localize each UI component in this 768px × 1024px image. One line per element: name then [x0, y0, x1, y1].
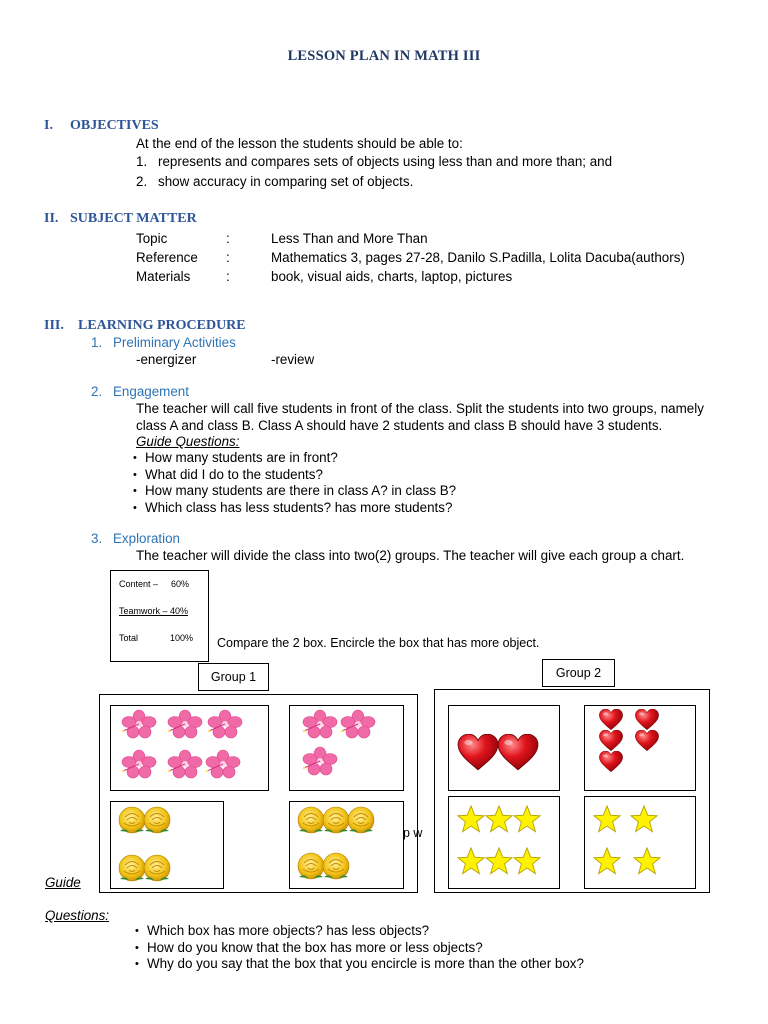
yellow-star-icon	[593, 805, 621, 833]
row-separator: :	[226, 250, 230, 265]
document-title: LESSON PLAN IN MATH III	[287, 48, 481, 64]
preliminary-activity-energizer: -energizer	[136, 352, 197, 367]
paragraph-line: class A and class B. Class A should have 2 students and class B should have 3 students.	[136, 417, 663, 433]
red-heart-icon	[593, 709, 629, 731]
list-item	[136, 152, 612, 172]
guide-questions-label: Guide Questions:	[136, 434, 240, 449]
list-item: • What did I do to the students?	[133, 467, 456, 484]
section-numeral: II.	[44, 211, 59, 226]
hibiscus-flower-icon	[119, 749, 159, 779]
list-item: • How do you know that the box has more or less objects?	[135, 940, 584, 957]
table-row	[136, 229, 685, 248]
heart-box-b[interactable]	[584, 705, 696, 791]
star-box-b[interactable]	[584, 796, 696, 889]
rose-box-a[interactable]	[110, 801, 224, 889]
row-value: book, visual aids, charts, laptop, pictures	[271, 269, 513, 284]
engagement-questions	[133, 450, 456, 516]
section-objectives-heading	[44, 118, 159, 134]
hibiscus-flower-icon	[119, 709, 159, 739]
section-subject-matter-heading	[44, 211, 197, 227]
yellow-rose-icon	[321, 850, 351, 882]
yellow-star-icon	[485, 847, 513, 875]
list-item: • How many students are there in class A? in class B?	[133, 483, 456, 500]
list-item: • Why do you say that the box that you encircle is more than the other box?	[135, 956, 584, 973]
section-learning-procedure-heading	[44, 318, 246, 334]
hibiscus-flower-icon	[338, 709, 378, 739]
subsection-title: Exploration	[113, 531, 180, 546]
table-row	[136, 267, 685, 286]
red-heart-icon	[457, 734, 499, 772]
exploration-paragraph: The teacher will divide the class into two(2) groups. The teacher will give each group a chart.	[136, 548, 685, 563]
row-label: Reference	[136, 250, 198, 265]
row-label: Materials	[136, 269, 191, 284]
hibiscus-flower-icon	[205, 709, 245, 739]
section-numeral: I.	[44, 118, 53, 133]
section-title: LEARNING PROCEDURE	[78, 318, 246, 333]
list-item: • Which class has less students? has more students?	[133, 500, 456, 517]
yellow-star-icon	[630, 805, 658, 833]
list-number: 2.	[136, 174, 148, 189]
rubric-teamwork-label: Teamwork – 40%	[119, 606, 189, 616]
subsection-exploration-heading	[91, 531, 180, 546]
yellow-star-icon	[457, 847, 485, 875]
yellow-rose-icon	[142, 804, 172, 836]
objectives-intro: At the end of the lesson the students should be able to:	[136, 136, 463, 151]
guide-label-part2: Questions:	[45, 908, 110, 923]
subsection-number: 3.	[91, 531, 103, 546]
list-number: 1.	[136, 154, 148, 169]
partially-hidden-text: p w	[403, 826, 423, 840]
rubric-box	[110, 570, 209, 662]
exploration-questions	[135, 923, 584, 973]
list-text: show accuracy in comparing set of objects.	[158, 174, 414, 189]
section-title: SUBJECT MATTER	[70, 211, 197, 226]
subsection-engagement-heading	[91, 384, 189, 399]
section-title: OBJECTIVES	[70, 118, 159, 133]
exploration-instruction: Compare the 2 box. Encircle the box that has more object.	[217, 636, 540, 650]
rubric-content-value: 60%	[171, 579, 190, 589]
row-value: Less Than and More Than	[271, 231, 428, 246]
yellow-rose-icon	[142, 852, 172, 884]
hibiscus-flower-icon	[300, 709, 340, 739]
list-text: represents and compares sets of objects using less than and more than; and	[158, 154, 613, 169]
row-value: Mathematics 3, pages 27-28, Danilo S.Padilla, Lolita Dacuba(authors)	[271, 250, 685, 265]
preliminary-activity-review: -review	[271, 352, 315, 367]
yellow-star-icon	[513, 805, 541, 833]
red-heart-icon	[593, 751, 629, 773]
subsection-number: 1.	[91, 335, 103, 350]
red-heart-icon	[629, 730, 665, 752]
hibiscus-flower-icon	[165, 709, 205, 739]
yellow-star-icon	[485, 805, 513, 833]
yellow-star-icon	[593, 847, 621, 875]
objectives-list	[136, 152, 612, 192]
red-heart-icon	[629, 709, 665, 731]
yellow-rose-icon	[346, 804, 376, 836]
list-item: • How many students are in front?	[133, 450, 456, 467]
list-item	[136, 172, 612, 192]
subject-matter-table	[136, 229, 685, 286]
hibiscus-flower-icon	[165, 749, 205, 779]
subsection-preliminary-heading	[91, 335, 236, 350]
guide-label-part1: Guide	[45, 875, 81, 890]
rubric-content-label: Content –	[119, 579, 159, 589]
yellow-star-icon	[457, 805, 485, 833]
yellow-star-icon	[633, 847, 661, 875]
subsection-number: 2.	[91, 384, 103, 399]
flower-box-b[interactable]	[289, 705, 404, 791]
rubric-total-label: Total	[119, 633, 139, 643]
rubric-total-value: 100%	[170, 633, 194, 643]
yellow-star-icon	[513, 847, 541, 875]
heart-box-a[interactable]	[448, 705, 560, 791]
red-heart-icon	[497, 734, 539, 772]
hibiscus-flower-icon	[203, 749, 243, 779]
subsection-title: Engagement	[113, 384, 189, 399]
group-1-label: Group 1	[198, 663, 269, 691]
row-separator: :	[226, 231, 230, 246]
hibiscus-flower-icon	[300, 746, 340, 776]
table-row	[136, 248, 685, 267]
row-label: Topic	[136, 231, 168, 246]
rose-box-b[interactable]	[289, 801, 404, 889]
list-item: • Which box has more objects? has less objects?	[135, 923, 584, 940]
group-2-label: Group 2	[542, 659, 615, 687]
flower-box-a[interactable]	[110, 705, 269, 791]
paragraph-line: The teacher will call five students in front of the class. Split the students into two groups, namely	[136, 401, 704, 416]
engagement-paragraph	[136, 401, 704, 451]
subsection-title: Preliminary Activities	[113, 335, 236, 350]
red-heart-icon	[593, 730, 629, 752]
row-separator: :	[226, 269, 230, 284]
star-box-a[interactable]	[448, 796, 560, 889]
section-numeral: III.	[44, 318, 64, 333]
